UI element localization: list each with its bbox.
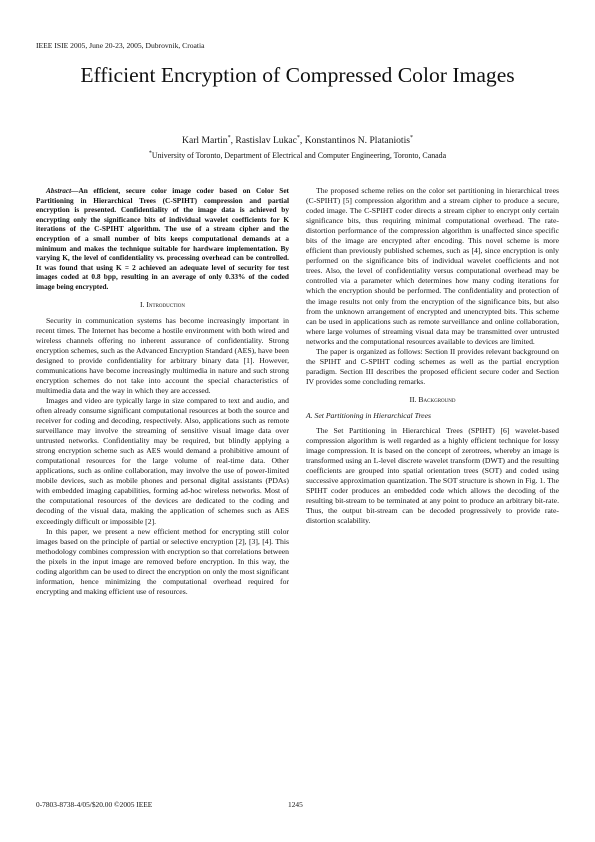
- section-heading-background: II. Background: [409, 394, 456, 404]
- author-name: Rastislav Lukac: [235, 135, 297, 146]
- subsection-heading: A. Set Partitioning in Hierarchical Trees: [306, 410, 431, 420]
- affiliation: [40, 151, 555, 160]
- body-paragraph: The Set Partitioning in Hierarchical Trees (SPIHT) [6] wavelet-based compression algorithm is well regarded as a highly efficient technique for lossy image compression. It is based on the concept of zerotrees, whereby an image is transformed using an L-level discrete wavelet transform (DWT) and the resulting coefficients are grouped into spatial orientation trees (SOT) and coded using successive approximation quantization. The SOT structure is shown in Fig. 1. The SPIHT coder produces an embedded code which allows the decoding of the resulting bit-stream to be terminated at any point to produce an arbitrary bit-rate. Thus, the output bit-stream can be decoded progressively to provide rate-distortion scalability.: [306, 426, 559, 526]
- section-heading-introduction: I. Introduction: [139, 299, 186, 309]
- page-number: 1245: [288, 800, 303, 809]
- paper-title: Efficient Encryption of Compressed Color Images: [80, 63, 515, 87]
- right-column: [306, 186, 559, 527]
- author-name: Konstantinos N. Plataniotis: [304, 135, 410, 146]
- body-paragraph: Images and video are typically large in size compared to text and audio, and often already consume significant computational resources at both the source and receiver for coding and decoding, respectively. Also, applications such as remote surveillance may involve the streaming of sensitive visual image data over untrusted networks. Confidentiality may be required, but blindly applying a strong encryption scheme such as AES would demand a prohibitive amount of computational resources for the large volume of real-time data. Other applications, such as online collaboration, may involve the use of power-limited mobile devices, such as mobile phones and personal digital assistants (PDAs) with embedded imaging capabilities, forming ad-hoc wireless networks. Most of the computational resources of the devices are dedicated to the coding and decoding of the visual data, making the application of schemes such as AES exceedingly difficult or impossible [2].: [36, 395, 289, 526]
- author-mark: *: [227, 134, 231, 141]
- affiliation-text: University of Toronto, Department of Electrical and Computer Engineering, Toronto, Canada: [151, 151, 447, 160]
- body-paragraph: Security in communication systems has become increasingly important in recent times. The Internet has become a hostile environment with both wired and wireless channels offering no inherent assurance of confidentiality. Strong encryption schemes, such as the Advanced Encryption Standard (AES), have been designed to provide confidentiality for arbitrary binary data [1]. However, communications have become increasingly multimedia in nature and such strong encryption schemes do not take into account the special characteristics of multimedia data and the way in which they are accessed.: [36, 315, 289, 395]
- abstract-label: Abstract—: [46, 186, 79, 195]
- body-paragraph: The proposed scheme relies on the color set partitioning in hierarchical trees (C-SPIHT) [5] compression algorithm and a stream cipher to produce a secure, coded image. The C-SPIHT coder directs a stream cipher to encrypt only certain significance bits, thus requiring minimal computational overhead. The rate-distortion performance of the compression algorithm is unaffected since specific bits of the image are encrypted after encoding. This novel scheme is more efficient than previously published schemes, such as [4], since encryption is only performed on the significance bits of individual wavelet coefficients and not trees. Also, the level of confidentiality versus computational overhead may be controlled via a parameter which determines how many coding iterations for which the encryption should be performed. The confidentiality and protection of the image results not only from the encryption of the significance bits, but also from the unknown arrangement of encrypted and unencrypted bits. This scheme can be used in applications such as remote surveillance and online collaboration, where large volumes of streaming visual data may be transmitted over untrusted networks and the computational resources available to devices are limited.: [306, 186, 559, 346]
- author-mark: *: [409, 134, 413, 141]
- body-paragraph: The paper is organized as follows: Section II provides relevant background on the SPIHT and C-SPIHT coding schemes as well as the partial encryption paradigm. Section III describes the proposed efficient secure coder and Section IV provides some concluding remarks.: [306, 346, 559, 386]
- abstract: [36, 186, 289, 292]
- body-paragraph: In this paper, we present a new efficient method for encrypting still color images based on the principle of partial or selective encryption [2], [3], [4]. This methodology combines compression with encryption so that correlations between the pixels in the input image are removed before encryption. In this way, the coding algorithm can be used to direct the encryption on only the most significant information, hence minimizing the computational overhead required for encrypting and making efficient use of resources.: [36, 526, 289, 596]
- abstract-text: An efficient, secure color image coder based on Color Set Partitioning in Hierarchical Trees (C-SPIHT) compression and partial encryption is presented. Confidentiality of the image data is achieved by encrypting only the significance bits of individual wavelet coefficients for K iterations of the C-SPIHT algorithm. The use of a stream cipher and the encryption of a small number of bits keeps computational demands at a minimum and makes the technique suitable for hardware implementation. By varying K, the level of confidentiality vs. processing overhead can be controlled. It was found that using K = 2 achieved an adequate level of security for test images coded at 0.8 bpp, resulting in an average of only 0.33% of the coded image being encrypted.: [36, 186, 289, 291]
- footer-isbn: 0-7803-8738-4/05/$20.00 ©2005 IEEE: [36, 800, 153, 809]
- author-mark: *: [296, 134, 300, 141]
- author-name: Karl Martin: [182, 135, 228, 146]
- affiliation-mark: *: [148, 150, 152, 157]
- author-list: Karl Martin*, Rastislav Lukac*, Konstantinos N. Plataniotis*: [182, 134, 413, 146]
- left-column: [36, 186, 289, 597]
- conference-header: IEEE ISIE 2005, June 20-23, 2005, Dubrovnik, Croatia: [36, 41, 205, 50]
